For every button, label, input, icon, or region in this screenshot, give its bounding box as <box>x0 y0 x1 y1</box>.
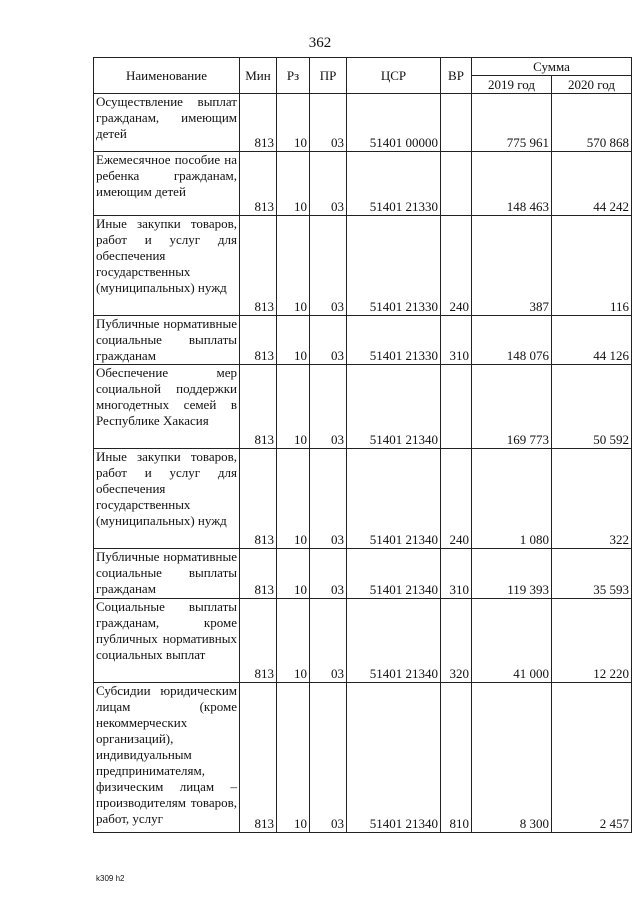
row-2020-cell: 322 <box>552 449 632 549</box>
row-csr-cell: 51401 21340 <box>347 599 441 683</box>
row-pr-cell: 03 <box>310 449 347 549</box>
row-pr-cell: 03 <box>310 365 347 449</box>
row-2019-cell: 775 961 <box>472 94 552 152</box>
row-min-cell: 813 <box>240 549 277 599</box>
row-2020-cell: 44 126 <box>552 316 632 365</box>
row-2019-cell: 8 300 <box>472 683 552 833</box>
row-min-cell: 813 <box>240 216 277 316</box>
row-2019-cell: 148 076 <box>472 316 552 365</box>
row-vr-cell: 320 <box>441 599 472 683</box>
row-min-cell: 813 <box>240 365 277 449</box>
row-2019-cell: 148 463 <box>472 152 552 216</box>
header-2020: 2020 год <box>552 76 632 94</box>
row-vr-cell: 240 <box>441 216 472 316</box>
page-number: 362 <box>308 35 332 51</box>
row-name-cell: Социальные выплаты гражданам, кроме публичных нормативных социальных выплат <box>94 599 240 683</box>
row-rz-cell: 10 <box>277 316 310 365</box>
header-pr: ПР <box>310 58 347 94</box>
row-rz-cell: 10 <box>277 216 310 316</box>
row-csr-cell: 51401 21340 <box>347 365 441 449</box>
row-name-cell: Публичные нормативные социальные выплаты гражданам <box>94 549 240 599</box>
row-2020-cell: 50 592 <box>552 365 632 449</box>
row-name-cell: Иные закупки товаров, работ и услуг для обеспечения государственных (муниципальных) нужд <box>94 449 240 549</box>
table-row <box>94 94 632 152</box>
row-name-cell: Осуществление выплат гражданам, имеющим детей <box>94 94 240 152</box>
row-2019-cell: 387 <box>472 216 552 316</box>
row-vr-cell: 810 <box>441 683 472 833</box>
row-vr-cell: 310 <box>441 549 472 599</box>
row-pr-cell: 03 <box>310 216 347 316</box>
row-min-cell: 813 <box>240 316 277 365</box>
row-rz-cell: 10 <box>277 449 310 549</box>
header-2019: 2019 год <box>472 76 552 94</box>
row-2019-cell: 1 080 <box>472 449 552 549</box>
row-csr-cell: 51401 21330 <box>347 216 441 316</box>
row-name-cell: Обеспечение мер социальной поддержки многодетных семей в Республике Хакасия <box>94 365 240 449</box>
table-row <box>94 216 632 316</box>
row-rz-cell: 10 <box>277 683 310 833</box>
table-row <box>94 152 632 216</box>
row-vr-cell <box>441 365 472 449</box>
row-rz-cell: 10 <box>277 599 310 683</box>
row-min-cell: 813 <box>240 94 277 152</box>
header-sum: Сумма <box>472 58 632 76</box>
row-pr-cell: 03 <box>310 152 347 216</box>
row-name-cell: Субсидии юридическим лицам (кроме некоммерческих организаций), индивидуальным предпринимателям, физическим лицам – производителям товаров, работ, услуг <box>94 683 240 833</box>
row-csr-cell: 51401 21330 <box>347 152 441 216</box>
row-min-cell: 813 <box>240 683 277 833</box>
footer-code: k309 h2 <box>96 874 125 883</box>
row-name-cell: Публичные нормативные социальные выплаты гражданам <box>94 316 240 365</box>
row-csr-cell: 51401 21330 <box>347 316 441 365</box>
row-vr-cell <box>441 152 472 216</box>
row-2020-cell: 44 242 <box>552 152 632 216</box>
row-csr-cell: 51401 21340 <box>347 549 441 599</box>
row-rz-cell: 10 <box>277 549 310 599</box>
row-rz-cell: 10 <box>277 152 310 216</box>
row-min-cell: 813 <box>240 152 277 216</box>
row-2020-cell: 116 <box>552 216 632 316</box>
table-row <box>94 316 632 365</box>
header-name: Наименование <box>94 58 240 94</box>
header-rz: Рз <box>277 58 310 94</box>
row-pr-cell: 03 <box>310 683 347 833</box>
header-min: Мин <box>240 58 277 94</box>
row-name-cell: Иные закупки товаров, работ и услуг для обеспечения государственных (муниципальных) нужд <box>94 216 240 316</box>
row-2020-cell: 12 220 <box>552 599 632 683</box>
table-row <box>94 599 632 683</box>
table-row <box>94 549 632 599</box>
row-pr-cell: 03 <box>310 316 347 365</box>
table-body <box>94 94 632 833</box>
row-pr-cell: 03 <box>310 549 347 599</box>
row-2020-cell: 570 868 <box>552 94 632 152</box>
table-row <box>94 449 632 549</box>
table-row <box>94 365 632 449</box>
table-row <box>94 683 632 833</box>
row-vr-cell: 310 <box>441 316 472 365</box>
row-2019-cell: 41 000 <box>472 599 552 683</box>
row-csr-cell: 51401 21340 <box>347 683 441 833</box>
row-rz-cell: 10 <box>277 365 310 449</box>
row-min-cell: 813 <box>240 599 277 683</box>
row-min-cell: 813 <box>240 449 277 549</box>
row-pr-cell: 03 <box>310 599 347 683</box>
row-2020-cell: 35 593 <box>552 549 632 599</box>
row-2019-cell: 119 393 <box>472 549 552 599</box>
header-vr: ВР <box>441 58 472 94</box>
row-rz-cell: 10 <box>277 94 310 152</box>
row-csr-cell: 51401 21340 <box>347 449 441 549</box>
header-csr: ЦСР <box>347 58 441 94</box>
row-2019-cell: 169 773 <box>472 365 552 449</box>
row-csr-cell: 51401 00000 <box>347 94 441 152</box>
row-2020-cell: 2 457 <box>552 683 632 833</box>
row-vr-cell: 240 <box>441 449 472 549</box>
row-pr-cell: 03 <box>310 94 347 152</box>
table-header <box>94 58 632 94</box>
row-name-cell: Ежемесячное пособие на ребенка гражданам, имеющим детей <box>94 152 240 216</box>
row-vr-cell <box>441 94 472 152</box>
budget-table <box>93 57 632 833</box>
